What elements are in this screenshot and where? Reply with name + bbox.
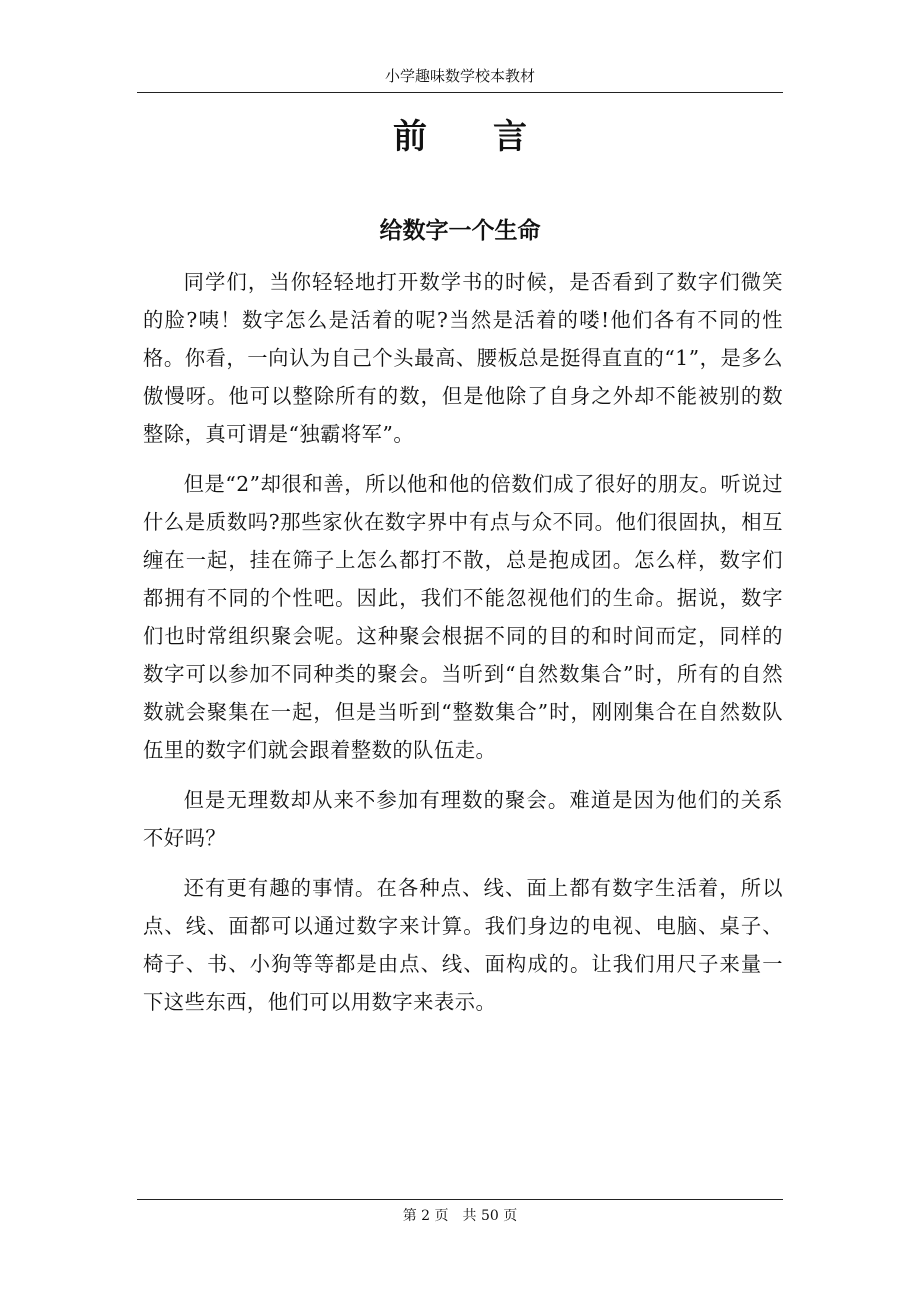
paragraph-4: 还有更有趣的事情。在各种点、线、面上都有数字生活着，所以点、线、面都可以通过数字来计算。我们身边的电视、电脑、桌子、椅子、书、小狗等等都是由点、线、面构成的。让我们用尺子来量一下这些东西，他们可以用数字来表示。 — [143, 876, 783, 1014]
body-text — [143, 263, 783, 1033]
section-subtitle: 给数字一个生命 — [379, 217, 541, 244]
paragraph-2: 但是“2”却很和善，所以他和他的倍数们成了很好的朋友。听说过什么是质数吗?那些家伙在数字界中有点与众不同。他们很固执，相互缠在一起，挂在筛子上怎么都打不散，总是抱成团。怎么样，数字们都拥有不同的个性吧。因此，我们不能忽视他们的生命。据说，数字们也时常组织聚会呢。这种聚会根据不同的目的和时间而定，同样的数字可以参加不同种类的聚会。当听到“自然数集合”时，所有的自然数就会聚集在一起，但是当听到“整数集合”时，刚刚集合在自然数队伍里的数字们就会跟着整数的队伍走。 — [143, 472, 783, 762]
page-total: 共 50 页 — [462, 1208, 518, 1224]
running-header: 小学趣味数学校本教材 — [137, 66, 783, 93]
page-number: 第 2 页 — [402, 1208, 449, 1224]
paragraph-3: 但是无理数却从来不参加有理数的聚会。难道是因为他们的关系不好吗？ — [143, 788, 783, 850]
paragraph-1: 同学们，当你轻轻地打开数学书的时候，是否看到了数字们微笑的脸?咦！数字怎么是活着的呢?当然是活着的喽!他们各有不同的性格。你看，一向认为自己个头最高、腰板总是挺得直直的“1”，是多么傲慢呀。他可以整除所有的数，但是他除了自身之外却不能被别的数整除，真可谓是“独霸将军”。 — [143, 270, 783, 446]
page-title: 前言 — [393, 117, 593, 157]
page-footer — [137, 1199, 783, 1226]
